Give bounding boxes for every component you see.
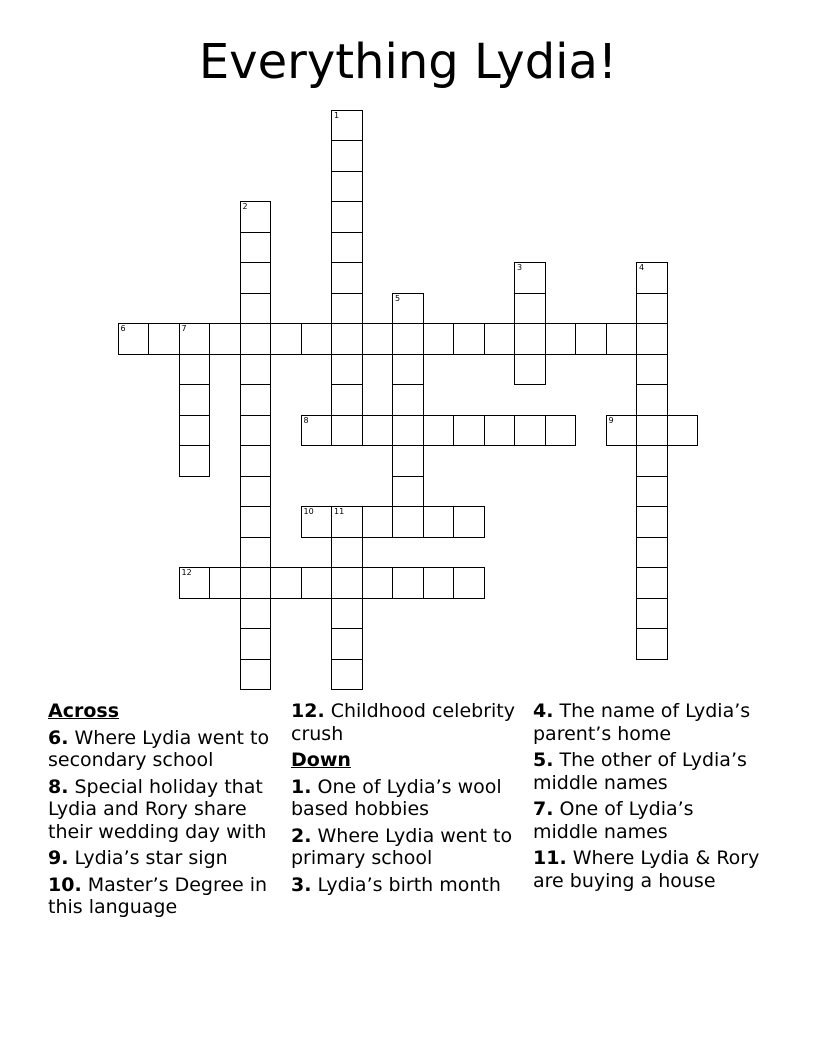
cell-number: 8	[303, 415, 309, 425]
grid-cell[interactable]	[331, 232, 363, 264]
across-clue-9: 9. Lydia’s star sign	[48, 847, 228, 869]
middle-clues-column	[291, 700, 521, 900]
grid-cell[interactable]	[331, 201, 363, 233]
grid-cell[interactable]	[240, 232, 272, 264]
grid-cell[interactable]	[331, 140, 363, 172]
grid-cell[interactable]	[453, 506, 485, 538]
grid-cell[interactable]	[240, 415, 272, 447]
grid-cell[interactable]	[331, 110, 363, 142]
grid-cell[interactable]	[270, 567, 302, 599]
grid-cell[interactable]	[392, 476, 424, 508]
cell-number: 6	[120, 324, 126, 333]
grid-cell[interactable]	[179, 445, 211, 477]
grid-cell[interactable]	[118, 323, 150, 355]
grid-cell[interactable]	[179, 384, 211, 416]
across-heading: Across	[48, 700, 120, 722]
grid-cell[interactable]	[331, 567, 363, 599]
across-clue-8: 8. Special holiday that Lydia and Rory share their wedding day with	[48, 775, 267, 843]
grid-cell[interactable]	[423, 506, 455, 538]
grid-cell[interactable]	[545, 323, 577, 355]
across-clue-10: 10. Master’s Degree in this language	[48, 873, 268, 918]
grid-cell[interactable]	[636, 598, 668, 630]
grid-cell[interactable]	[636, 354, 668, 386]
grid-cell[interactable]	[331, 354, 363, 386]
grid-cell[interactable]	[636, 445, 668, 477]
cell-number: 3	[517, 263, 523, 272]
grid-cell[interactable]	[636, 293, 668, 325]
down-heading: Down	[291, 749, 351, 771]
grid-cell[interactable]	[575, 323, 607, 355]
grid-cell[interactable]	[392, 384, 424, 416]
grid-cell[interactable]	[636, 415, 668, 447]
grid-cell[interactable]	[240, 506, 272, 538]
grid-cell[interactable]	[392, 445, 424, 477]
cell-number: 5	[395, 293, 401, 303]
grid-cell[interactable]	[514, 262, 546, 294]
grid-cell[interactable]	[514, 293, 546, 325]
cell-number: 11	[334, 507, 345, 516]
cell-number: 1	[334, 110, 340, 120]
down-clue-7: 7. One of Lydia’s middle names	[533, 798, 694, 843]
across-clues-column	[48, 700, 278, 923]
grid-cell[interactable]	[392, 354, 424, 386]
down-clue-3: 3. Lydia’s birth month	[291, 873, 501, 896]
grid-cell[interactable]	[331, 384, 363, 416]
grid-cell[interactable]	[179, 415, 211, 447]
grid-cell[interactable]	[636, 506, 668, 538]
grid-cell[interactable]	[392, 567, 424, 599]
grid-cell[interactable]	[514, 415, 546, 447]
grid-cell[interactable]	[240, 659, 272, 691]
grid-cell[interactable]	[240, 354, 272, 386]
down-clue-4: 4. The name of Lydia’s parent’s home	[533, 700, 751, 745]
cell-number: 2	[242, 202, 248, 211]
grid-cell[interactable]	[514, 354, 546, 386]
grid-cell[interactable]	[179, 567, 211, 599]
grid-cell[interactable]	[484, 323, 516, 355]
grid-cell[interactable]	[301, 323, 333, 355]
grid-cell[interactable]	[240, 262, 272, 294]
grid-cell[interactable]	[636, 384, 668, 416]
grid-cell[interactable]	[667, 415, 699, 447]
grid-cell[interactable]	[453, 323, 485, 355]
grid-cell[interactable]	[636, 476, 668, 508]
grid-cell[interactable]	[362, 506, 394, 538]
grid-cell[interactable]	[453, 415, 485, 447]
cell-number: 9	[608, 415, 614, 425]
grid-cell[interactable]	[240, 628, 272, 660]
down-clue-5: 5. The other of Lydia’s middle names	[533, 749, 747, 794]
grid-cell[interactable]	[331, 171, 363, 203]
down-clue-1: 1. One of Lydia’s wool based hobbies	[291, 775, 502, 820]
grid-cell[interactable]	[331, 323, 363, 355]
down-clue-2: 2. Where Lydia went to primary school	[291, 824, 513, 869]
down-clue-11: 11. Where Lydia & Rory are buying a house	[533, 847, 760, 892]
grid-cell[interactable]	[392, 506, 424, 538]
grid-cell[interactable]	[514, 323, 546, 355]
grid-cell[interactable]	[240, 384, 272, 416]
grid-cell[interactable]	[331, 628, 363, 660]
puzzle-title: Everything Lydia!	[198, 34, 618, 90]
grid-cell[interactable]	[209, 567, 241, 599]
right-clues-column	[533, 700, 763, 896]
grid-cell[interactable]	[301, 415, 333, 447]
cell-number: 7	[181, 324, 187, 333]
cell-number: 4	[639, 263, 645, 272]
grid-cell[interactable]	[240, 445, 272, 477]
grid-cell[interactable]	[331, 598, 363, 630]
grid-cell[interactable]	[331, 506, 363, 538]
grid-cell[interactable]	[636, 567, 668, 599]
grid-cell[interactable]	[179, 354, 211, 386]
grid-cell[interactable]	[331, 262, 363, 294]
grid-cell[interactable]	[423, 567, 455, 599]
grid-cell[interactable]	[392, 323, 424, 355]
grid-cell[interactable]	[392, 293, 424, 325]
grid-cell[interactable]	[362, 323, 394, 355]
cell-number: 12	[181, 568, 192, 577]
grid-cell[interactable]	[240, 598, 272, 630]
grid-cell[interactable]	[240, 293, 272, 325]
across-clue-12: 12. Childhood celebrity crush	[291, 700, 515, 745]
grid-cell[interactable]	[270, 323, 302, 355]
grid-cell[interactable]	[209, 323, 241, 355]
grid-cell[interactable]	[545, 415, 577, 447]
grid-cell[interactable]	[301, 567, 333, 599]
grid-cell[interactable]	[240, 323, 272, 355]
grid-cell[interactable]	[240, 537, 272, 569]
across-clue-6: 6. Where Lydia went to secondary school	[48, 726, 270, 771]
grid-cell[interactable]	[148, 323, 180, 355]
grid-cell[interactable]	[331, 415, 363, 447]
grid-cell[interactable]	[240, 567, 272, 599]
grid-cell[interactable]	[301, 506, 333, 538]
grid-cell[interactable]	[636, 628, 668, 660]
grid-cell[interactable]	[392, 415, 424, 447]
grid-cell[interactable]	[423, 415, 455, 447]
grid-cell[interactable]	[331, 659, 363, 691]
grid-cell[interactable]	[362, 567, 394, 599]
grid-cell[interactable]	[331, 293, 363, 325]
grid-cell[interactable]	[636, 262, 668, 294]
grid-cell[interactable]	[331, 537, 363, 569]
grid-cell[interactable]	[423, 323, 455, 355]
grid-cell[interactable]	[606, 415, 638, 447]
grid-cell[interactable]	[453, 567, 485, 599]
grid-cell[interactable]	[362, 415, 394, 447]
grid-cell[interactable]	[240, 201, 272, 233]
cell-number: 10	[303, 507, 314, 516]
grid-cell[interactable]	[636, 323, 668, 355]
grid-cell[interactable]	[606, 323, 638, 355]
grid-cell[interactable]	[484, 415, 516, 447]
grid-cell[interactable]	[179, 323, 211, 355]
grid-cell[interactable]	[636, 537, 668, 569]
grid-cell[interactable]	[240, 476, 272, 508]
